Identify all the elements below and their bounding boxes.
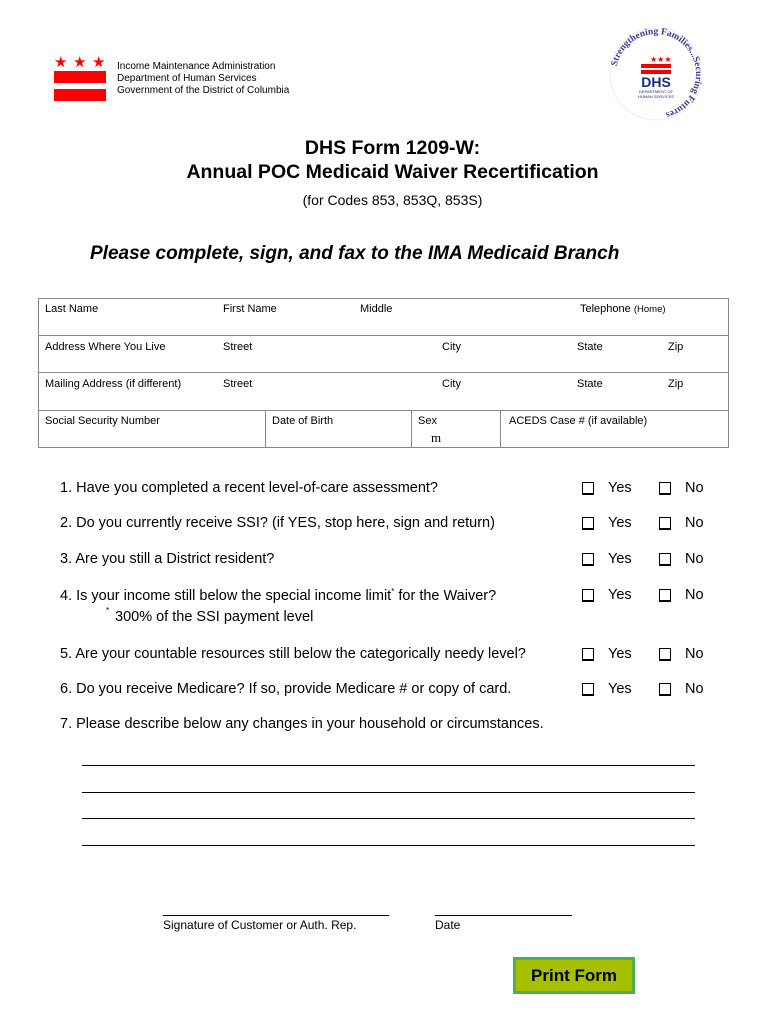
svg-text:DHS: DHS [641, 74, 671, 90]
last-name-field[interactable]: Last Name [45, 303, 99, 315]
telephone-field[interactable]: Telephone (Home) [580, 303, 666, 315]
state-field[interactable]: State [577, 341, 603, 353]
no-checkbox[interactable] [659, 683, 671, 696]
city-field[interactable]: City [442, 341, 461, 353]
yes-checkbox[interactable] [582, 648, 594, 661]
question-text: for the Waiver? [394, 587, 497, 604]
yes-label: Yes [608, 646, 632, 662]
question-text: 6. Do you receive Medicare? If so, provide Medicare # or copy of card. [60, 681, 512, 697]
question-5 [60, 646, 526, 662]
svg-text:★★★: ★★★ [650, 55, 672, 64]
mailing-address-label: Mailing Address (if different) [45, 378, 182, 390]
ssn-field[interactable]: Social Security Number [45, 415, 160, 427]
no-label: No [685, 646, 704, 662]
mailing-state-field[interactable]: State [577, 378, 603, 390]
question-text: 7. Please describe below any changes in your household or circumstances. [60, 716, 544, 732]
signature-label: Signature of Customer or Auth. Rep. [163, 918, 357, 932]
yes-label: Yes [608, 515, 632, 531]
street-field[interactable]: Street [223, 341, 253, 353]
mailing-zip-field[interactable]: Zip [668, 378, 684, 390]
question-text: 1. Have you completed a recent level-of-care assessment? [60, 480, 438, 496]
yes-checkbox[interactable] [582, 482, 594, 495]
no-label: No [685, 551, 704, 567]
changes-line[interactable] [82, 818, 695, 819]
changes-line[interactable] [82, 765, 695, 766]
star-icon: ★ [54, 54, 68, 71]
no-label: No [685, 681, 704, 697]
yes-checkbox[interactable] [582, 553, 594, 566]
question-6 [60, 681, 511, 697]
agency-line: Income Maintenance Administration [117, 61, 276, 72]
middle-field[interactable]: Middle [360, 303, 393, 315]
print-form-button[interactable]: Print Form [513, 957, 635, 994]
question-text: 2. Do you currently receive SSI? (if YES, stop here, sign and return) [60, 515, 495, 531]
svg-text:Strengthening Families...Secur: Strengthening Families...Securing Futures [609, 26, 704, 120]
date-label: Date [435, 918, 461, 932]
yes-label: Yes [608, 480, 632, 496]
question-7 [60, 716, 544, 732]
footnote: 300% of the SSI payment level [115, 609, 314, 625]
question-1 [60, 480, 438, 496]
no-checkbox[interactable] [659, 648, 671, 661]
no-label: No [685, 515, 704, 531]
question-text: 3. Are you still a District resident? [60, 551, 275, 567]
sex-field[interactable]: Sex [418, 415, 437, 427]
question-text: 5. Are your countable resources still below the categorically needy level? [60, 646, 526, 662]
question-3 [60, 551, 274, 567]
mailing-city-field[interactable]: City [442, 378, 461, 390]
yes-label: Yes [608, 681, 632, 697]
yes-checkbox[interactable] [582, 517, 594, 530]
footnote-marker: * [391, 587, 395, 596]
footnote-star: * [106, 606, 110, 615]
svg-text:HUMAN SERVICES: HUMAN SERVICES [638, 94, 674, 99]
no-checkbox[interactable] [659, 589, 671, 602]
address-live-label: Address Where You Live [45, 341, 166, 353]
form-title: DHS Form 1209-W: [304, 137, 481, 159]
no-checkbox[interactable] [659, 482, 671, 495]
question-text: 4. Is your income still below the special income limit [60, 587, 392, 604]
zip-field[interactable]: Zip [668, 341, 684, 353]
yes-label: Yes [608, 551, 632, 567]
date-line[interactable] [435, 915, 572, 916]
star-icon: ★ [92, 54, 106, 71]
no-checkbox[interactable] [659, 517, 671, 530]
first-name-field[interactable]: First Name [223, 303, 277, 315]
svg-text:DEPARTMENT OF: DEPARTMENT OF [639, 89, 673, 94]
question-2 [60, 515, 495, 531]
form-subtitle: Annual POC Medicaid Waiver Recertification [186, 161, 599, 183]
mailing-street-field[interactable]: Street [223, 378, 253, 390]
yes-label: Yes [608, 587, 632, 603]
signature-line[interactable] [163, 915, 389, 916]
dob-field[interactable]: Date of Birth [272, 415, 334, 427]
changes-line[interactable] [82, 845, 695, 846]
yes-checkbox[interactable] [582, 589, 594, 602]
dhs-seal-logo [606, 24, 706, 124]
star-icon: ★ [73, 54, 87, 71]
codes-note: (for Codes 853, 853Q, 853S) [302, 192, 483, 208]
no-checkbox[interactable] [659, 553, 671, 566]
agency-line: Department of Human Services [117, 73, 257, 84]
agency-line: Government of the District of Columbia [117, 85, 290, 96]
instruction: Please complete, sign, and fax to the IMA Medicaid Branch [90, 243, 620, 264]
no-label: No [685, 587, 704, 603]
sex-value[interactable]: m [431, 430, 442, 445]
question-4 [60, 587, 496, 604]
yes-checkbox[interactable] [582, 683, 594, 696]
no-label: No [685, 480, 704, 496]
changes-line[interactable] [82, 792, 695, 793]
aceds-field[interactable]: ACEDS Case # (if available) [509, 415, 648, 427]
